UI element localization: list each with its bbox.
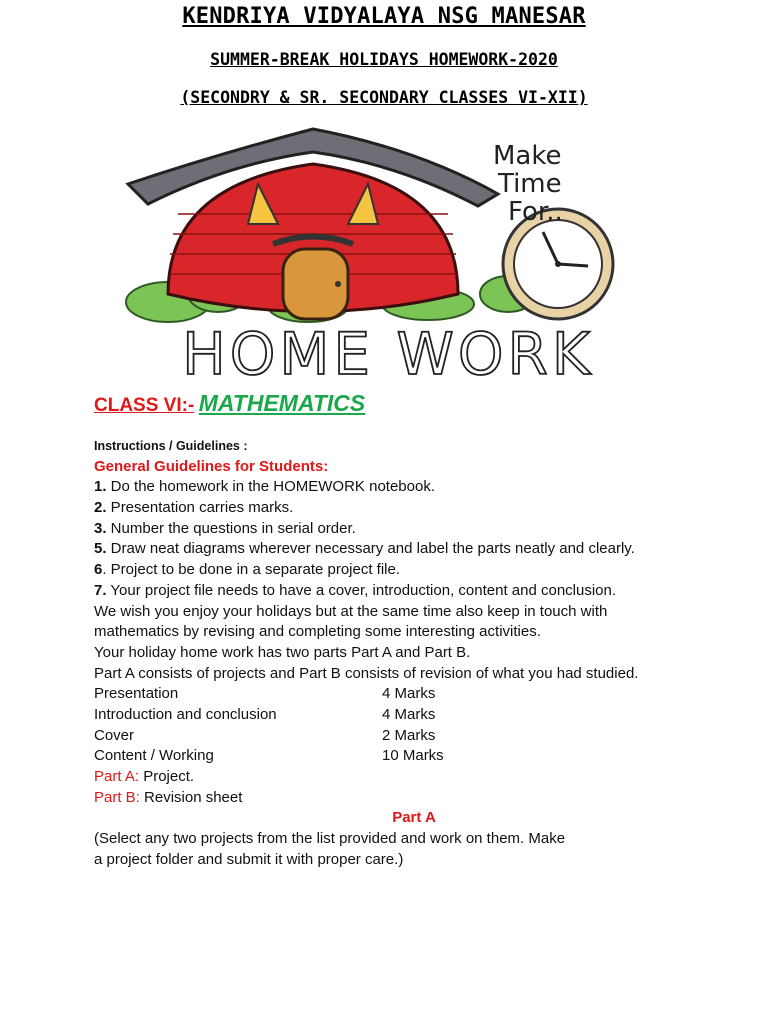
classes-subtitle: (SECONDRY & SR. SECONDARY CLASSES VI-XII)	[180, 88, 588, 107]
class-label: CLASS VI:-	[94, 395, 195, 416]
marks-row: Introduction and conclusion 4 Marks	[94, 705, 436, 723]
part-b-line: Part B: Revision sheet	[94, 788, 243, 806]
guideline-item: 3. Number the questions in serial order.	[94, 519, 356, 537]
paragraph-line: mathematics by revising and completing some interesting activities.	[94, 623, 541, 641]
guideline-item: 1. Do the homework in the HOMEWORK notebook.	[94, 478, 435, 496]
instructions-label: Instructions / Guidelines :	[94, 439, 248, 453]
part-a-instructions: (Select any two projects from the list provided and work on them. Make	[94, 830, 566, 848]
homework-banner: HOME WORK	[182, 320, 594, 382]
part-a-line: Part A: Project.	[94, 768, 195, 785]
class-heading	[94, 390, 365, 417]
subject-name: MATHEMATICS	[198, 390, 366, 416]
guideline-item: 5. Draw neat diagrams wherever necessary and label the parts neatly and clearly.	[94, 540, 635, 558]
marks-row: Content / Working 10 Marks	[94, 747, 444, 765]
caption-time: Time	[498, 169, 562, 199]
guideline-item: 7. Your project file needs to have a cover, introduction, content and conclusion.	[94, 581, 617, 599]
part-a-heading: Part A	[392, 809, 436, 827]
paragraph-line: Part A consists of projects and Part B consists of revision of what you had studied.	[94, 664, 639, 682]
homework-body	[94, 436, 734, 870]
house-icon	[128, 129, 498, 319]
caption-make: Make	[493, 141, 562, 171]
part-a-instructions: a project folder and submit it with proper care.)	[94, 850, 404, 868]
guideline-item: 6. Project to be done in a separate project file.	[94, 561, 401, 579]
marks-row: Cover 2 Marks	[94, 726, 436, 744]
paragraph-line: Your holiday home work has two parts Part A and Part B.	[94, 643, 471, 661]
paragraph-line: We wish you enjoy your holidays but at the same time also keep in touch with	[94, 602, 608, 620]
caption-for: For..	[508, 197, 563, 227]
homework-clipart	[98, 124, 678, 382]
marks-row: Presentation 4 Marks	[94, 685, 436, 703]
school-name: KENDRIYA VIDYALAYA NSG MANESAR	[182, 4, 586, 29]
homework-title: SUMMER-BREAK HOLIDAYS HOMEWORK-2020	[210, 50, 558, 69]
guideline-item: 2. Presentation carries marks.	[94, 499, 294, 517]
general-guidelines-heading: General Guidelines for Students:	[94, 457, 329, 475]
